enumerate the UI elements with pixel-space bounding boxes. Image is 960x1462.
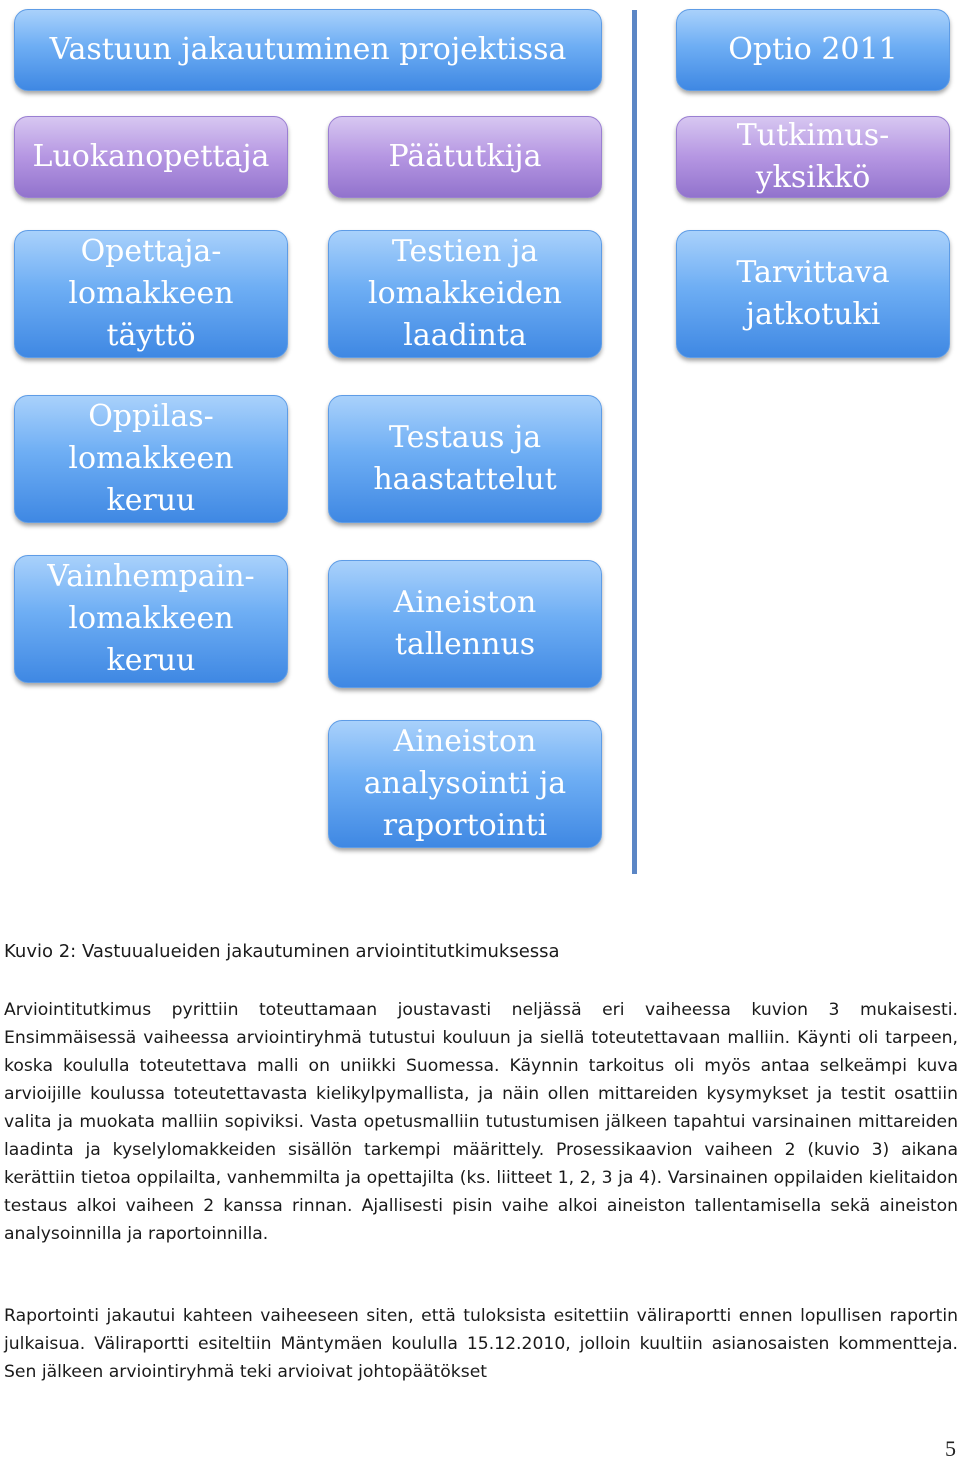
task-box-testing-interviews bbox=[328, 395, 602, 523]
body-paragraph-1: Arviointitutkimus pyrittiin toteuttamaan joustavasti neljässä eri vaiheessa kuvion 3 mukaisesti. Ensimmäisessä vaiheessa arviointiryhmä tutustui kouluun ja siellä toteutettavaan malliin. Käynti oli tarpeen, koska koululla toteutettava malli on uniikki Suomessa. Käynnin tarkoitus oli myös antaa selkeämpi kuva arvioijille koulussa toteutettavasta kielikylpymallista, ja näin ollen mittareiden kysymykset ja testit osattiin valita ja muokata malliin sopiviksi. Vasta opetusmalliin tutustumisen jälkeen tapahtui varsinainen mittareiden laadinta ja kyselylomakkeiden sisällön tarkempi määrittely. Prosessikaavion vaiheen 2 (kuvio 3) aikana kerättiin tietoa oppilailta, vanhemmilta ja opettajilta (ks. liitteet 1, 2, 3 ja 4). Varsinainen oppilaiden kielitaidon testaus alkoi vaiheen 2 kanssa rinnan. Ajallisesti pisin vaihe alkoi aineiston tallentamisella sekä aineiston analysoinnilla ja raportoinnilla. bbox=[4, 1000, 958, 1244]
role-box-research-unit bbox=[676, 116, 950, 198]
task-line: raportointi bbox=[382, 808, 548, 843]
task-line: Testaus ja bbox=[388, 420, 542, 455]
page-number: 5 bbox=[945, 1436, 956, 1461]
figure-caption: Kuvio 2: Vastuualueiden jakautuminen arviointitutkimuksessa bbox=[4, 941, 560, 962]
task-line: jatkotuki bbox=[745, 297, 881, 332]
task-box-parent-form bbox=[14, 555, 288, 683]
task-line: haastattelut bbox=[373, 462, 557, 497]
role-label-line: Tutkimus- bbox=[736, 118, 890, 153]
task-line: lomakkeen bbox=[68, 276, 234, 311]
header-label: Optio 2011 bbox=[728, 32, 898, 67]
task-line: Testien ja bbox=[391, 234, 539, 269]
task-line: tallennus bbox=[394, 627, 536, 662]
role-label: Luokanopettaja bbox=[32, 139, 270, 174]
column-divider bbox=[632, 10, 637, 874]
task-line: Aineiston bbox=[393, 724, 537, 759]
role-box-class-teacher bbox=[14, 116, 288, 198]
task-box-follow-up-support bbox=[676, 230, 950, 358]
task-line: keruu bbox=[106, 643, 196, 678]
task-line: Opettaja- bbox=[80, 234, 222, 269]
header-box-responsibility bbox=[14, 9, 602, 91]
task-line: Tarvittava bbox=[736, 255, 890, 290]
body-paragraph-2: Raportointi jakautui kahteen vaiheeseen siten, että tuloksista esitettiin väliraportti ennen lopullisen raportin julkaisua. Väliraportti esiteltiin Mäntymäen koululla 15.12.2010, jolloin kuultiin asianosaisten kommentteja. Sen jälkeen arviointiryhmä teki arvioivat johtopäätökset bbox=[4, 1306, 958, 1382]
task-line: laadinta bbox=[403, 318, 527, 353]
task-line: täyttö bbox=[106, 318, 196, 353]
task-box-analysis-reporting bbox=[328, 720, 602, 848]
task-line: lomakkeen bbox=[68, 441, 234, 476]
role-label: Päätutkija bbox=[388, 139, 542, 174]
header-label: Vastuun jakautuminen projektissa bbox=[49, 32, 567, 67]
header-box-optio bbox=[676, 9, 950, 91]
task-line: Vainhempain- bbox=[47, 559, 255, 594]
task-box-student-form bbox=[14, 395, 288, 523]
task-line: lomakkeiden bbox=[368, 276, 562, 311]
role-label-line: yksikkö bbox=[755, 160, 871, 195]
task-box-test-design bbox=[328, 230, 602, 358]
role-box-lead-researcher bbox=[328, 116, 602, 198]
task-line: Oppilas- bbox=[88, 399, 214, 434]
task-line: Aineiston bbox=[393, 585, 537, 620]
task-line: analysointi ja bbox=[363, 766, 567, 801]
task-box-data-storage bbox=[328, 560, 602, 688]
task-box-teacher-form bbox=[14, 230, 288, 358]
task-line: lomakkeen bbox=[68, 601, 234, 636]
task-line: keruu bbox=[106, 483, 196, 518]
